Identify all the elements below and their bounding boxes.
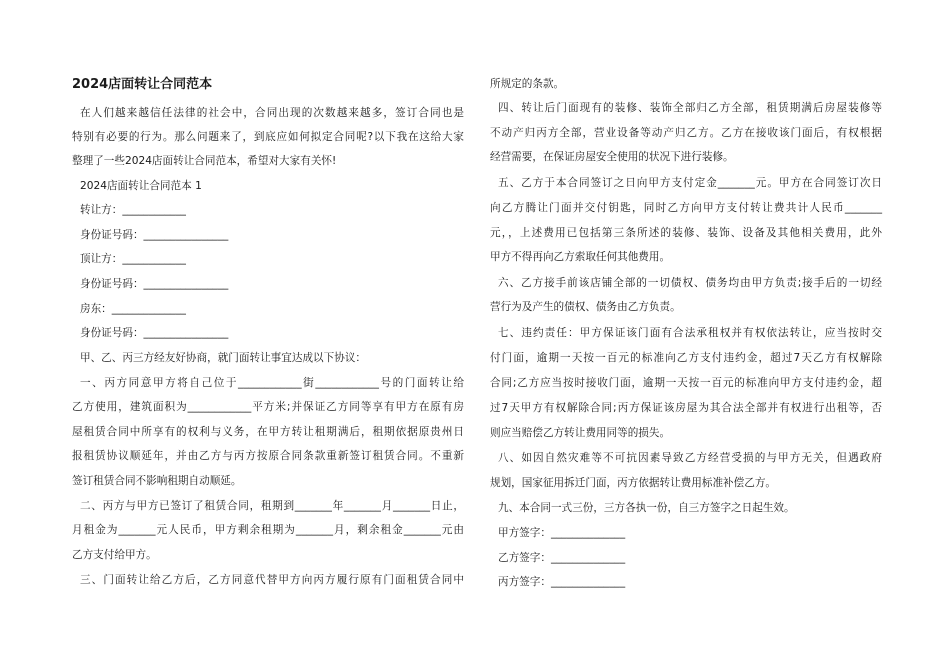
text-line: 元，，上述费用已包括第三条所述的装修、装饰、设备及其他相关费用，此外 (490, 227, 882, 239)
text-line: 特别有必要的行为。那么问题来了，到底应如何拟定合同呢?以下我在这给大家 (72, 131, 464, 143)
text-line: 在人们越来越信任法律的社会中，合同出现的次数越来越多，签订合同也是 (80, 107, 464, 119)
text-line: 经营需要，在保证房屋安全使用的状况下进行装修。 (490, 151, 734, 163)
text-line: 二、丙方与甲方已签订了租赁合同，租期到_______年_______月_______日止， (80, 500, 464, 512)
text-line: 所规定的条款。 (490, 78, 565, 90)
text-line: 甲方签字：______________ (498, 527, 626, 539)
text-line: 顶让方：____________ (80, 253, 186, 265)
text-line: 八、如因自然灾难等不可抗因素导致乙方经营受损的与甲方无关，但遇政府 (498, 452, 882, 464)
text-line: 身份证号码：________________ (80, 278, 229, 290)
text-line: 丙方签字：______________ (498, 576, 626, 588)
text-line: 房东：______________ (80, 303, 186, 315)
text-line: 七、违约责任：甲方保证该门面有合法承租权并有权依法转让，应当按时交 (498, 327, 882, 339)
text-line: 身份证号码：________________ (80, 327, 229, 339)
text-line: 2024店面转让合同范本 1 (80, 180, 202, 192)
text-line: 四、转让后门面现有的装修、装饰全部归乙方全部，租赁期满后房屋装修等 (498, 102, 882, 114)
text-line: 营行为及产生的债权、债务由乙方负责。 (490, 301, 681, 313)
text-line: 规划，国家征用拆迁门面，丙方依据转让费用标准补偿乙方。 (490, 477, 777, 489)
text-line: 乙方支付给甲方。 (72, 549, 157, 561)
text-line: 不动产归丙方全部，营业设备等动产归乙方。乙方在接收该门面后，有权根据 (490, 127, 882, 139)
text-line: 甲方不得再向乙方索取任何其他费用。 (490, 251, 671, 263)
text-line: 合同;乙方应当按时接收门面，逾期一天按一百元的标准向甲方支付违约金，超 (490, 377, 882, 389)
text-line: 签订租赁合同不影响租期自动顺延。 (72, 475, 242, 487)
text-line: 身份证号码：________________ (80, 229, 229, 241)
text-line: 转让方：____________ (80, 204, 186, 216)
text-line: 五、乙方于本合同签订之日向甲方支付定金_______元。甲方在合同签订次日 (498, 177, 882, 189)
text-line: 过7天甲方有权解除合同;丙方保证该房屋为其合法全部并有权进行出租等，否 (490, 402, 882, 414)
text-line: 向乙方腾让门面并交付钥匙，同时乙方向甲方支付转让费共计人民币_______ (490, 202, 882, 214)
text-line: 甲、乙、丙三方经友好协商，就门面转让事宜达成以下协议： (80, 352, 367, 364)
text-line: 屋租赁合同中所享有的权利与义务，在甲方转让租期满后，租期依据原贵州日 (72, 426, 464, 438)
text-line: 六、乙方接手前该店铺全部的一切债权、债务均由甲方负责;接手后的一切经 (498, 277, 882, 289)
text-line: 付门面，逾期一天按一百元的标准向乙方支付违约金，超过7天乙方有权解除 (490, 352, 882, 364)
text-line: 九、本合同一式三份，三方各执一份，自三方签字之日起生效。 (498, 502, 795, 514)
document-title: 2024店面转让合同范本 (72, 77, 213, 92)
text-line: 整理了一些2024店面转让合同范本，希望对大家有关怀! (72, 155, 337, 167)
text-line: 一、丙方同意甲方将自己位于____________街____________号的门面转让给 (80, 377, 464, 389)
text-line: 乙方签字：______________ (498, 552, 626, 564)
text-line: 则应当赔偿乙方转让费用同等的损失。 (490, 427, 671, 439)
text-line: 三、门面转让给乙方后，乙方同意代替甲方向丙方履行原有门面租赁合同中 (80, 574, 464, 586)
text-line: 报租赁协议顺延年，并由乙方与丙方按原合同条款重新签订租赁合同。不重新 (72, 450, 464, 462)
text-line: 月租金为_______元人民币，甲方剩余租期为_______月，剩余租金_______元由 (72, 524, 464, 536)
text-line: 乙方使用，建筑面积为____________平方米;并保证乙方同等享有甲方在原有房 (72, 401, 464, 413)
